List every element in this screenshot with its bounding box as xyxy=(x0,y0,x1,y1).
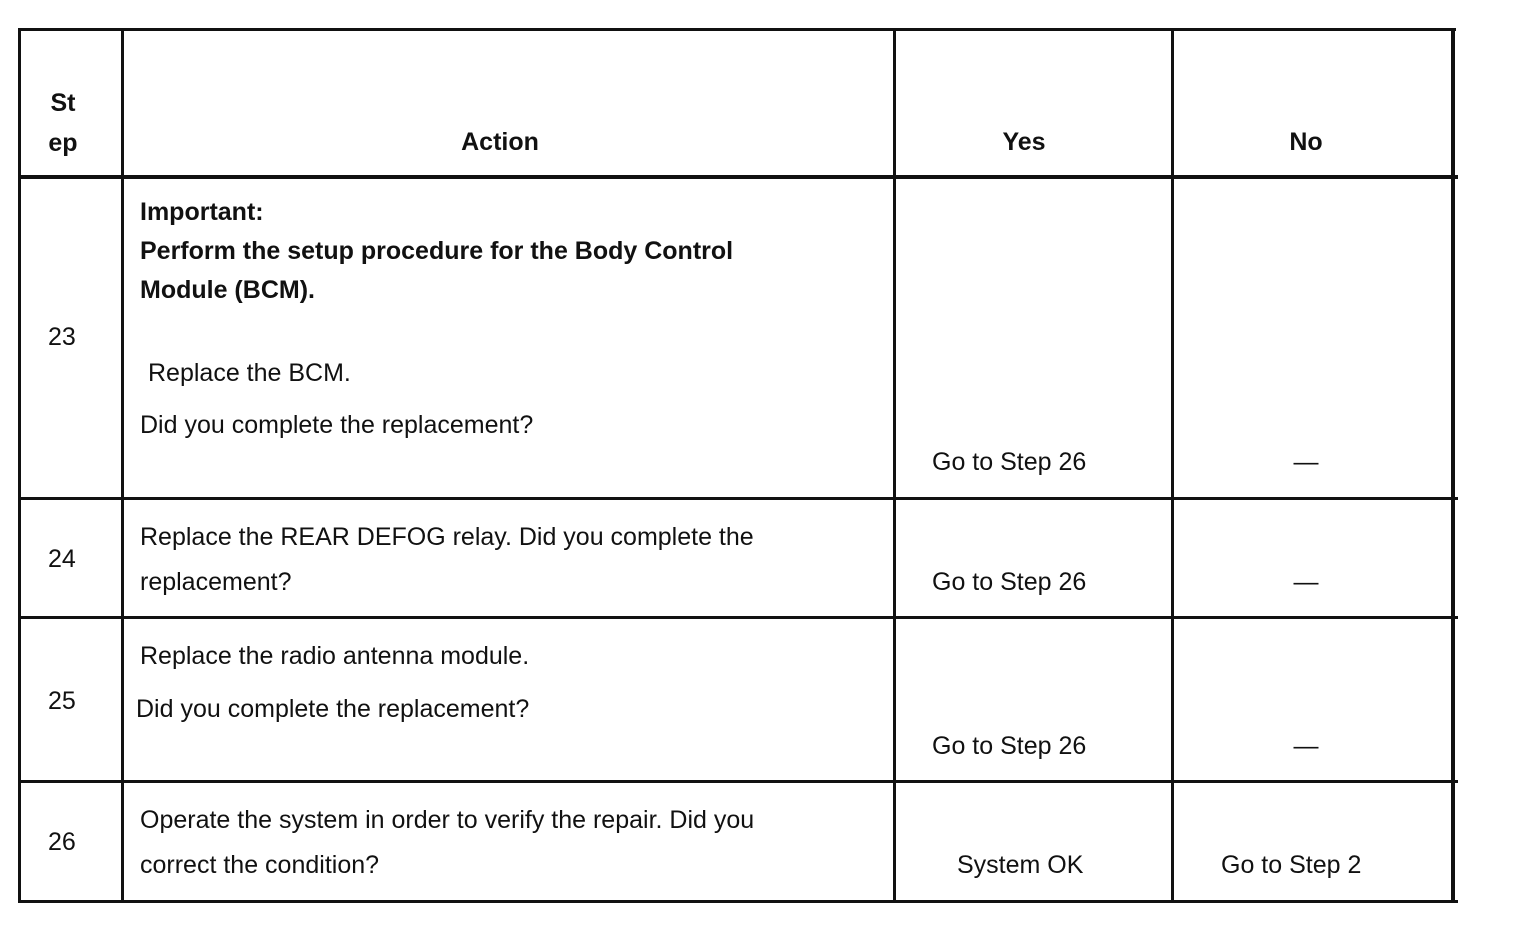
no-result: — xyxy=(1293,448,1319,476)
no-result: — xyxy=(1293,732,1319,760)
row-divider xyxy=(18,780,1458,783)
header-action: Action xyxy=(461,128,539,156)
action-text-line: Did you complete the replacement? xyxy=(136,695,530,723)
border-right xyxy=(1451,28,1455,903)
step-number: 24 xyxy=(48,545,76,573)
action-text-line: Replace the BCM. xyxy=(148,359,351,387)
important-label: Important: xyxy=(140,198,264,226)
yes-result: System OK xyxy=(957,851,1084,879)
no-result: — xyxy=(1293,568,1319,596)
action-text-line: Replace the REAR DEFOG relay. Did you complete the xyxy=(140,523,754,551)
yes-result: Go to Step 26 xyxy=(932,568,1087,596)
col-divider-action xyxy=(893,28,896,903)
step-number: 26 xyxy=(48,828,76,856)
yes-result: Go to Step 26 xyxy=(932,732,1087,760)
yes-result: Go to Step 26 xyxy=(932,448,1087,476)
action-text-line: Operate the system in order to verify the repair. Did you xyxy=(140,806,755,834)
step-number: 23 xyxy=(48,323,76,351)
col-divider-step xyxy=(121,28,124,903)
action-text-line: correct the condition? xyxy=(140,851,380,879)
action-text-line: Replace the radio antenna module. xyxy=(140,642,530,670)
header-divider xyxy=(18,175,1458,179)
header-step-line2: ep xyxy=(48,129,78,157)
action-text-line: replacement? xyxy=(140,568,292,596)
action-text-line: Did you complete the replacement? xyxy=(140,411,534,439)
header-step-line1: St xyxy=(50,89,76,117)
row-divider xyxy=(18,616,1458,619)
important-text-line: Perform the setup procedure for the Body Control xyxy=(140,237,734,265)
header-no: No xyxy=(1289,128,1323,156)
border-left xyxy=(18,28,21,903)
important-text-line: Module (BCM). xyxy=(140,276,315,304)
step-number: 25 xyxy=(48,687,76,715)
no-result: Go to Step 2 xyxy=(1221,851,1362,879)
border-bottom xyxy=(18,900,1458,903)
row-divider xyxy=(18,497,1458,500)
header-yes: Yes xyxy=(1002,128,1046,156)
border-top xyxy=(18,28,1456,31)
